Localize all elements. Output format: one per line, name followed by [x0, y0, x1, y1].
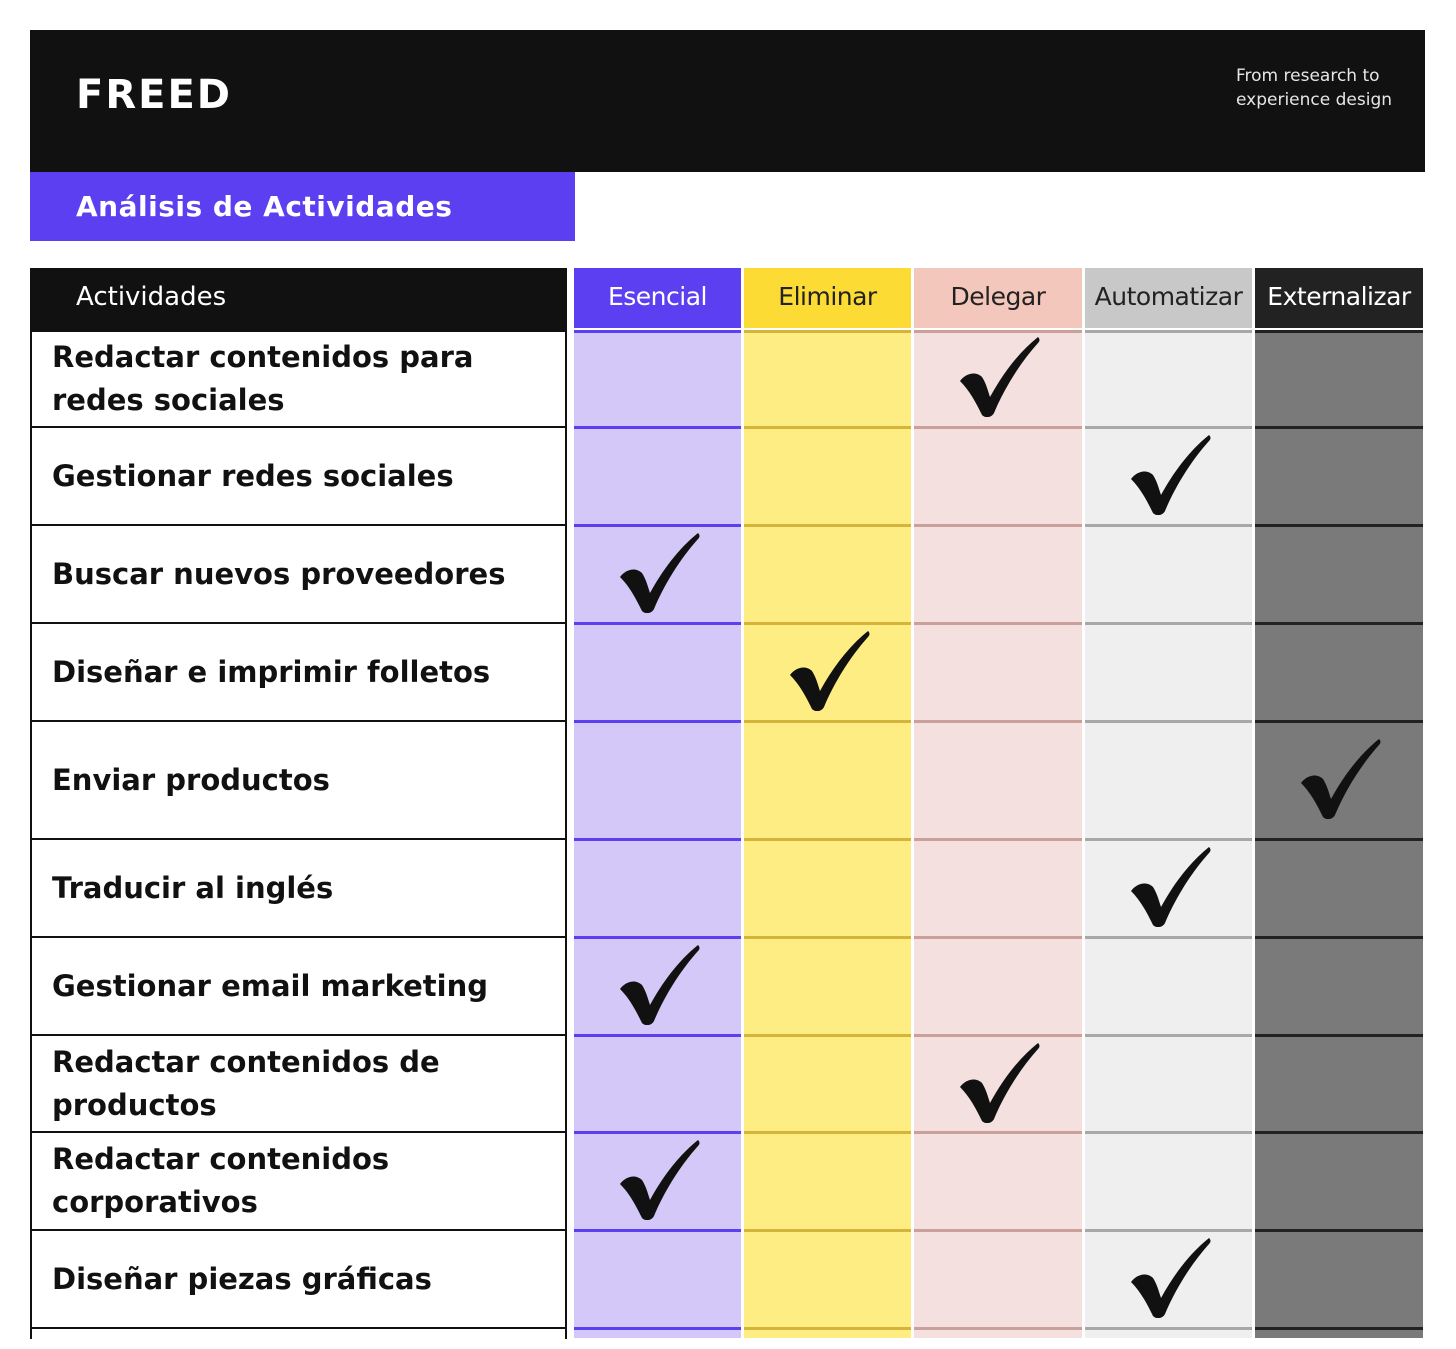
- row-divider: [1255, 622, 1423, 625]
- column-header-automatizar: Automatizar: [1085, 268, 1252, 328]
- row-divider: [1085, 1229, 1252, 1232]
- row-divider: [574, 524, 741, 527]
- row-divider: [1255, 524, 1423, 527]
- column-body-eliminar: [744, 330, 911, 1338]
- row-divider: [1255, 1034, 1423, 1037]
- row-divider: [1085, 720, 1252, 723]
- activity-cell: Redactar contenidos para redes sociales: [30, 330, 567, 428]
- row-divider: [1085, 838, 1252, 841]
- freed-logo: FREED: [76, 72, 232, 118]
- row-divider: [914, 1327, 1082, 1330]
- row-divider: [914, 936, 1082, 939]
- column-body-delegar: [914, 330, 1082, 1338]
- column-header-eliminar: Eliminar: [744, 268, 911, 328]
- row-divider: [1085, 426, 1252, 429]
- row-divider: [1255, 1131, 1423, 1134]
- checkmark-icon: [788, 631, 872, 711]
- row-divider: [914, 330, 1082, 333]
- row-divider: [1255, 936, 1423, 939]
- row-divider: [574, 720, 741, 723]
- checkmark-icon: [1299, 739, 1383, 819]
- activity-cell: Gestionar redes sociales: [30, 428, 567, 526]
- row-divider: [914, 1131, 1082, 1134]
- checkmark-icon: [1129, 847, 1213, 927]
- row-divider: [914, 426, 1082, 429]
- row-divider: [1255, 720, 1423, 723]
- column-body-externalizar: [1255, 330, 1423, 1338]
- row-divider: [744, 1131, 911, 1134]
- row-divider: [914, 1229, 1082, 1232]
- row-divider: [574, 1327, 741, 1330]
- row-divider: [1255, 330, 1423, 333]
- activity-cell: Enviar productos: [30, 722, 567, 840]
- activity-cell: [30, 1329, 567, 1339]
- row-divider: [1085, 524, 1252, 527]
- row-divider: [1085, 936, 1252, 939]
- row-divider: [914, 622, 1082, 625]
- row-divider: [744, 1327, 911, 1330]
- row-divider: [1085, 1131, 1252, 1134]
- column-header-esencial: Esencial: [574, 268, 741, 328]
- row-divider: [914, 838, 1082, 841]
- row-divider: [914, 720, 1082, 723]
- row-divider: [744, 330, 911, 333]
- row-divider: [914, 1034, 1082, 1037]
- row-divider: [1255, 838, 1423, 841]
- activity-cell: Traducir al inglés: [30, 840, 567, 938]
- row-divider: [1085, 1034, 1252, 1037]
- row-divider: [744, 936, 911, 939]
- column-header-delegar: Delegar: [914, 268, 1082, 328]
- row-divider: [574, 936, 741, 939]
- row-divider: [744, 622, 911, 625]
- checkmark-icon: [618, 533, 702, 613]
- row-divider: [574, 622, 741, 625]
- activity-cell: Diseñar e imprimir folletos: [30, 624, 567, 722]
- checkmark-icon: [618, 945, 702, 1025]
- row-divider: [574, 1131, 741, 1134]
- header-bar: [30, 30, 1425, 172]
- row-divider: [744, 720, 911, 723]
- row-divider: [574, 330, 741, 333]
- row-divider: [744, 1034, 911, 1037]
- row-divider: [1085, 330, 1252, 333]
- checkmark-icon: [1129, 1238, 1213, 1318]
- row-divider: [574, 1229, 741, 1232]
- row-divider: [914, 524, 1082, 527]
- activity-cell: Gestionar email marketing: [30, 938, 567, 1036]
- activity-cell: Diseñar piezas gráficas: [30, 1231, 567, 1329]
- row-divider: [1255, 426, 1423, 429]
- tagline: From research to experience design: [1236, 66, 1393, 110]
- row-divider: [1255, 1229, 1423, 1232]
- activities-column-header: Actividades: [30, 268, 567, 330]
- activity-cell: Buscar nuevos proveedores: [30, 526, 567, 624]
- row-divider: [574, 426, 741, 429]
- activity-cell: Redactar contenidos corporativos: [30, 1133, 567, 1231]
- column-header-externalizar: Externalizar: [1255, 268, 1423, 328]
- checkmark-icon: [958, 1043, 1042, 1123]
- checkmark-icon: [958, 337, 1042, 417]
- checkmark-icon: [618, 1140, 702, 1220]
- page-title: Análisis de Actividades: [30, 172, 575, 241]
- row-divider: [744, 838, 911, 841]
- row-divider: [744, 1229, 911, 1232]
- row-divider: [574, 1034, 741, 1037]
- row-divider: [574, 838, 741, 841]
- row-divider: [744, 426, 911, 429]
- row-divider: [1085, 622, 1252, 625]
- checkmark-icon: [1129, 435, 1213, 515]
- activity-cell: Redactar contenidos de productos: [30, 1036, 567, 1133]
- row-divider: [1255, 1327, 1423, 1330]
- row-divider: [744, 524, 911, 527]
- row-divider: [1085, 1327, 1252, 1330]
